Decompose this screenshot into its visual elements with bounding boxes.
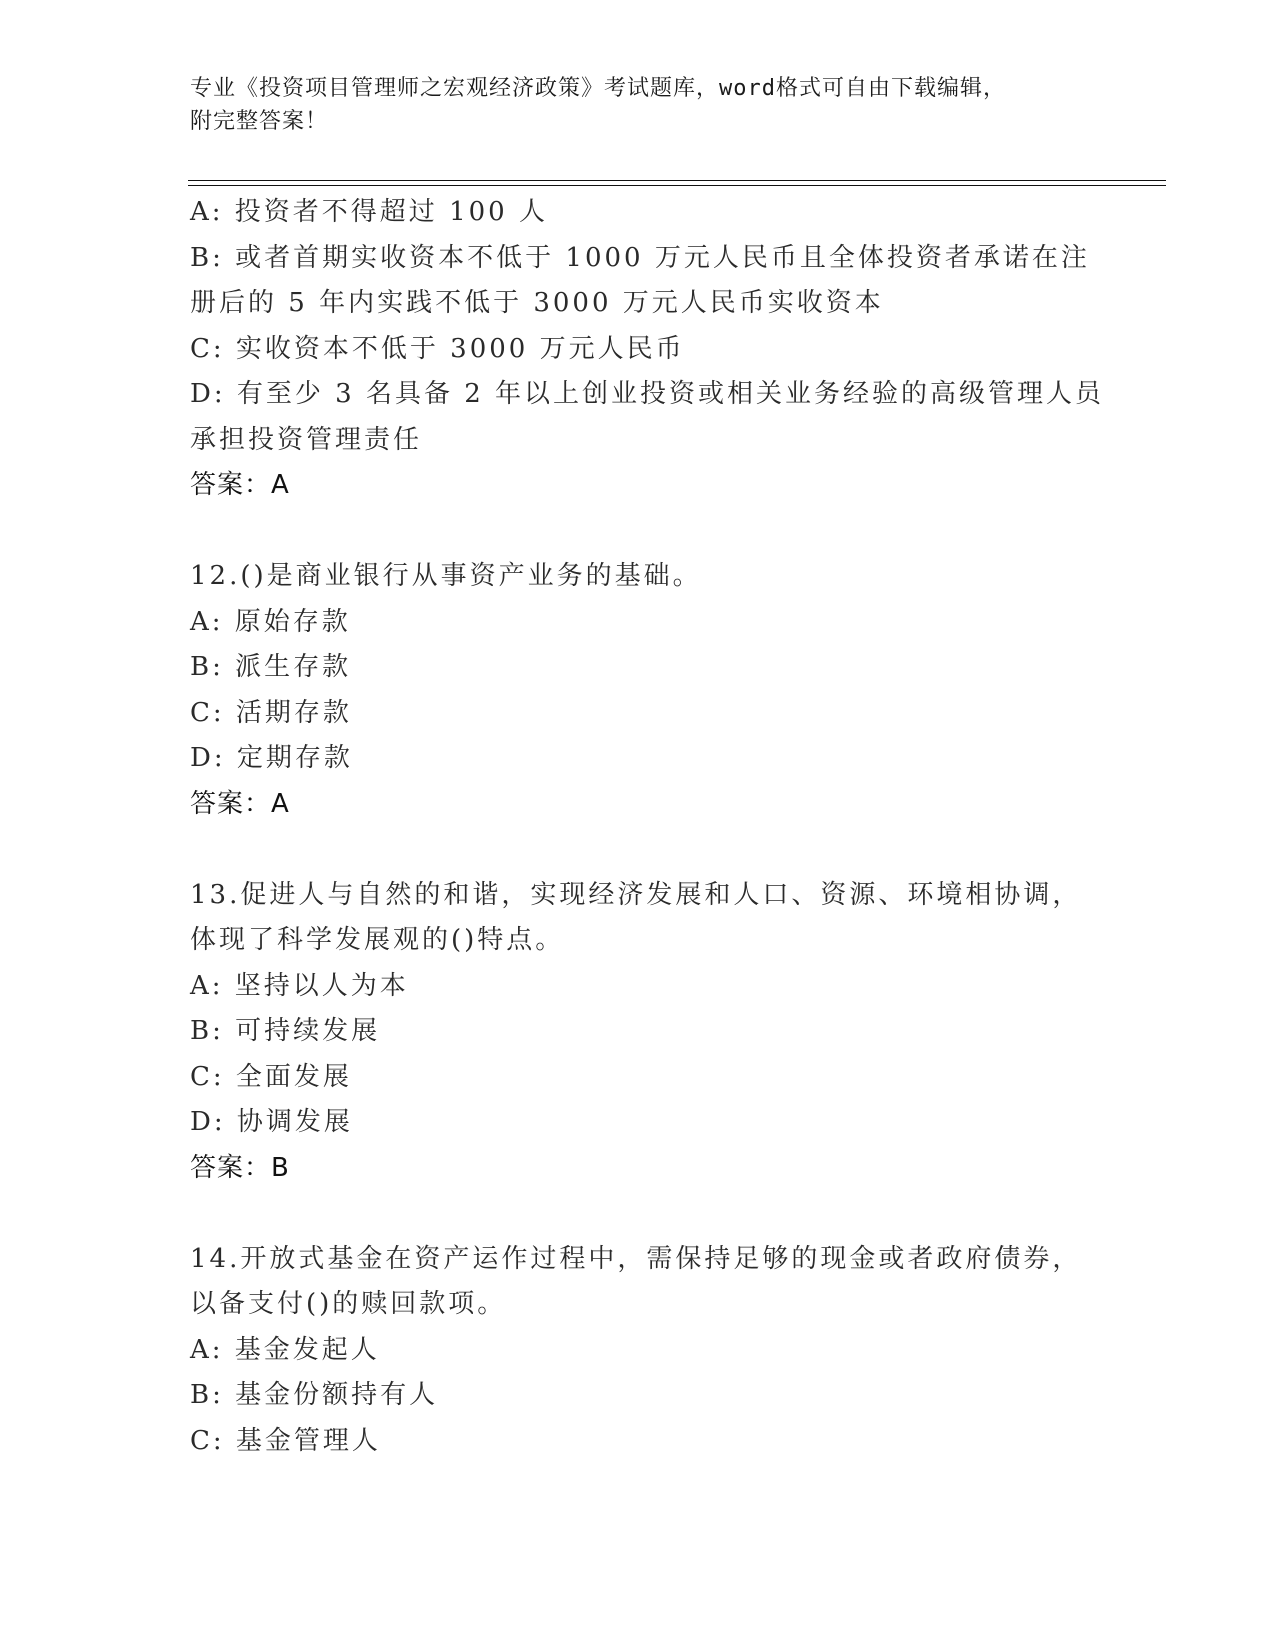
question-text-continued: 以备支付()的赎回款项。 (190, 1289, 507, 1319)
option-a: A: 坚持以人为本 (190, 970, 409, 1001)
question-12 (190, 554, 1090, 827)
option-b: B: 或者首期实收资本不低于 1000 万元人民币且全体投资者承诺在注 (190, 242, 1090, 273)
answer: 答案：B (190, 1152, 290, 1183)
spacer (190, 1191, 1090, 1237)
answer: 答案：A (190, 788, 290, 819)
document-header (190, 72, 1090, 138)
question-text: 14.开放式基金在资产运作过程中，需保持足够的现金或者政府债券， (190, 1243, 1082, 1274)
option-c: C: 基金管理人 (190, 1425, 381, 1456)
question-text: 12.()是商业银行从事资产业务的基础。 (190, 561, 702, 591)
option-b: B: 基金份额持有人 (190, 1380, 439, 1410)
header-line-1: 专业《投资项目管理师之宏观经济政策》考试题库，word格式可自由下载编辑， (190, 76, 1006, 101)
option-a: A: 原始存款 (190, 606, 351, 637)
option-d: D: 有至少 3 名具备 2 年以上创业投资或相关业务经验的高级管理人员 (190, 379, 1105, 409)
option-b-continued: 册后的 5 年内实践不低于 3000 万元人民币实收资本 (190, 288, 884, 318)
header-line-2: 附完整答案！ (190, 109, 329, 134)
option-c: C: 实收资本不低于 3000 万元人民币 (190, 333, 685, 364)
answer: 答案：A (190, 470, 290, 500)
option-d: D: 协调发展 (190, 1107, 353, 1137)
question-11 (190, 190, 1105, 509)
question-text: 13.促进人与自然的和谐，实现经济发展和人口、资源、环境相协调， (190, 879, 1082, 910)
option-a: A: 基金发起人 (190, 1334, 380, 1365)
option-a: A: 投资者不得超过 100 人 (190, 197, 548, 227)
spacer (190, 827, 1090, 873)
option-b: B: 派生存款 (190, 652, 352, 682)
question-13 (190, 873, 1090, 1192)
header-divider-bottom (188, 185, 1166, 186)
option-b: B: 可持续发展 (190, 1016, 381, 1046)
option-d-continued: 承担投资管理责任 (190, 424, 423, 455)
header-divider-top (188, 180, 1166, 181)
spacer (190, 509, 1090, 555)
question-list (190, 190, 1105, 1464)
option-d: D: 定期存款 (190, 743, 353, 773)
option-c: C: 全面发展 (190, 1061, 352, 1092)
question-text-continued: 体现了科学发展观的()特点。 (190, 925, 565, 955)
question-14 (190, 1237, 1090, 1465)
option-c: C: 活期存款 (190, 697, 352, 728)
